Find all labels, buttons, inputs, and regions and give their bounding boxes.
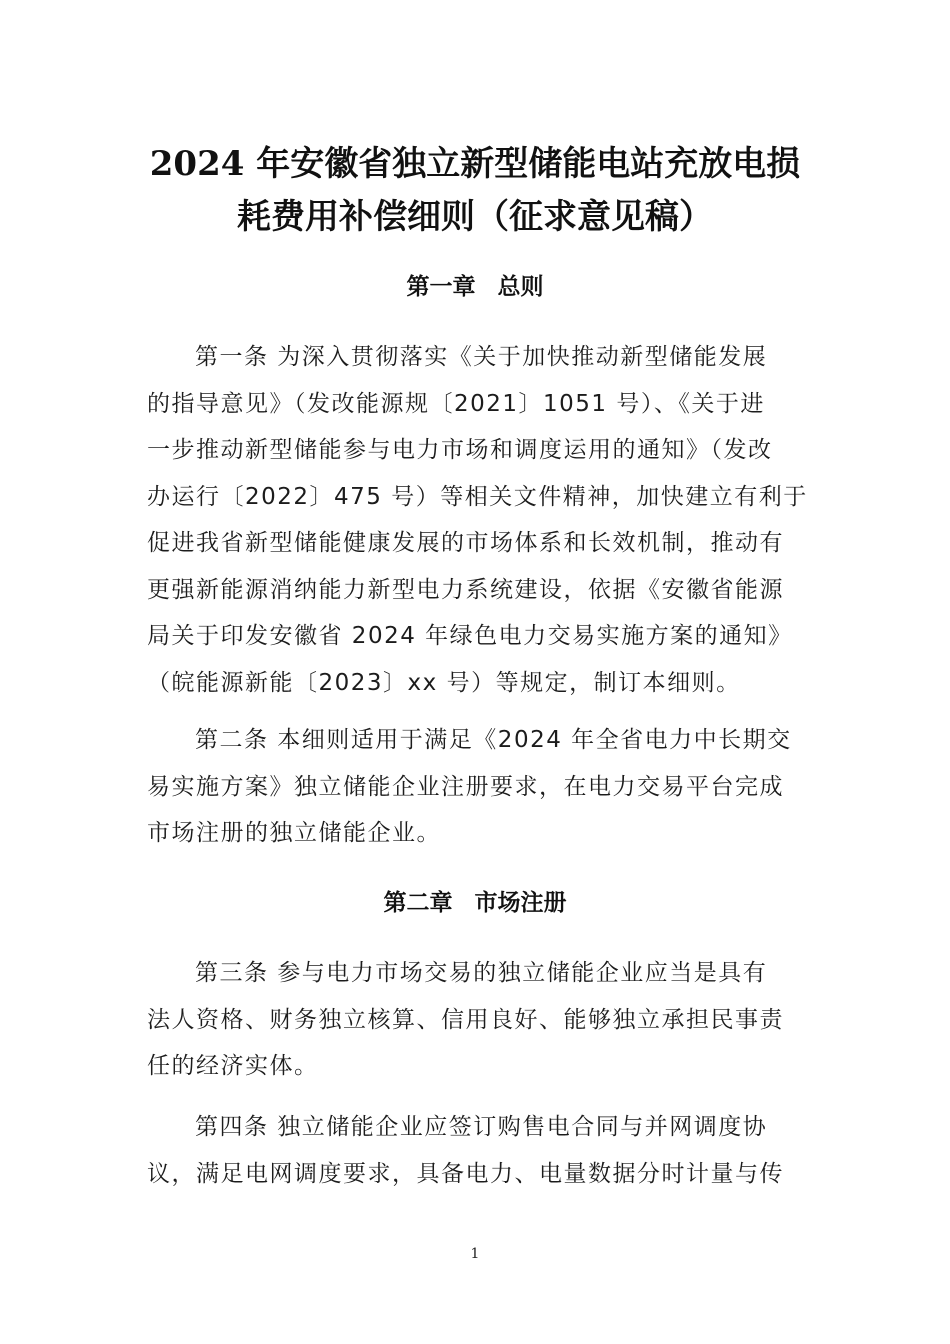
- chapter-number: 第二章: [383, 890, 453, 916]
- chapter-name: 总则: [497, 274, 544, 300]
- title-line-1: 2024 年安徽省独立新型储能电站充放电损: [149, 144, 801, 184]
- chapter-heading-1: [0, 272, 950, 302]
- title-line-2: 耗费用补偿细则（征求意见稿）: [237, 197, 713, 237]
- chapter-name: 市场注册: [474, 890, 567, 916]
- article-1: [147, 334, 817, 706]
- article-line: 办运行〔2022〕475 号）等相关文件精神，加快建立有利于: [147, 483, 808, 510]
- article-line: 一步推动新型储能参与电力市场和调度运用的通知》（发改: [147, 437, 773, 463]
- article-line: 第四条 独立储能企业应签订购售电合同与并网调度协: [195, 1114, 768, 1140]
- article-line: 市场注册的独立储能企业。: [147, 820, 441, 846]
- article-line: 局关于印发安徽省 2024 年绿色电力交易实施方案的通知》: [147, 623, 793, 649]
- article-2: [147, 717, 817, 857]
- document-title: [100, 138, 850, 244]
- article-line: 任的经济实体。: [147, 1053, 319, 1079]
- article-line: 第二条 本细则适用于满足《2024 年全省电力中长期交: [195, 727, 792, 753]
- article-line: （皖能源新能〔2023〕xx 号）等规定，制订本细则。: [147, 669, 741, 696]
- article-line: 的指导意见》（发改能源规〔2021〕1051 号）、《关于进: [147, 390, 765, 417]
- article-3: [147, 950, 817, 1090]
- chapter-number: 第一章: [406, 274, 476, 300]
- article-line: 更强新能源消纳能力新型电力系统建设，依据《安徽省能源: [147, 576, 784, 603]
- article-line: 第三条 参与电力市场交易的独立储能企业应当是具有: [195, 960, 768, 986]
- page-number: 1: [470, 1246, 480, 1262]
- article-line: 易实施方案》独立储能企业注册要求，在电力交易平台完成: [147, 773, 784, 800]
- chapter-heading-2: [0, 888, 950, 918]
- article-line: 议，满足电网调度要求，具备电力、电量数据分时计量与传: [147, 1160, 784, 1187]
- article-line: 法人资格、财务独立核算、信用良好、能够独立承担民事责: [147, 1006, 784, 1033]
- article-line: 促进我省新型储能健康发展的市场体系和长效机制，推动有: [147, 530, 784, 556]
- article-line: 第一条 为深入贯彻落实《关于加快推动新型储能发展: [195, 344, 768, 370]
- article-4: [147, 1104, 817, 1197]
